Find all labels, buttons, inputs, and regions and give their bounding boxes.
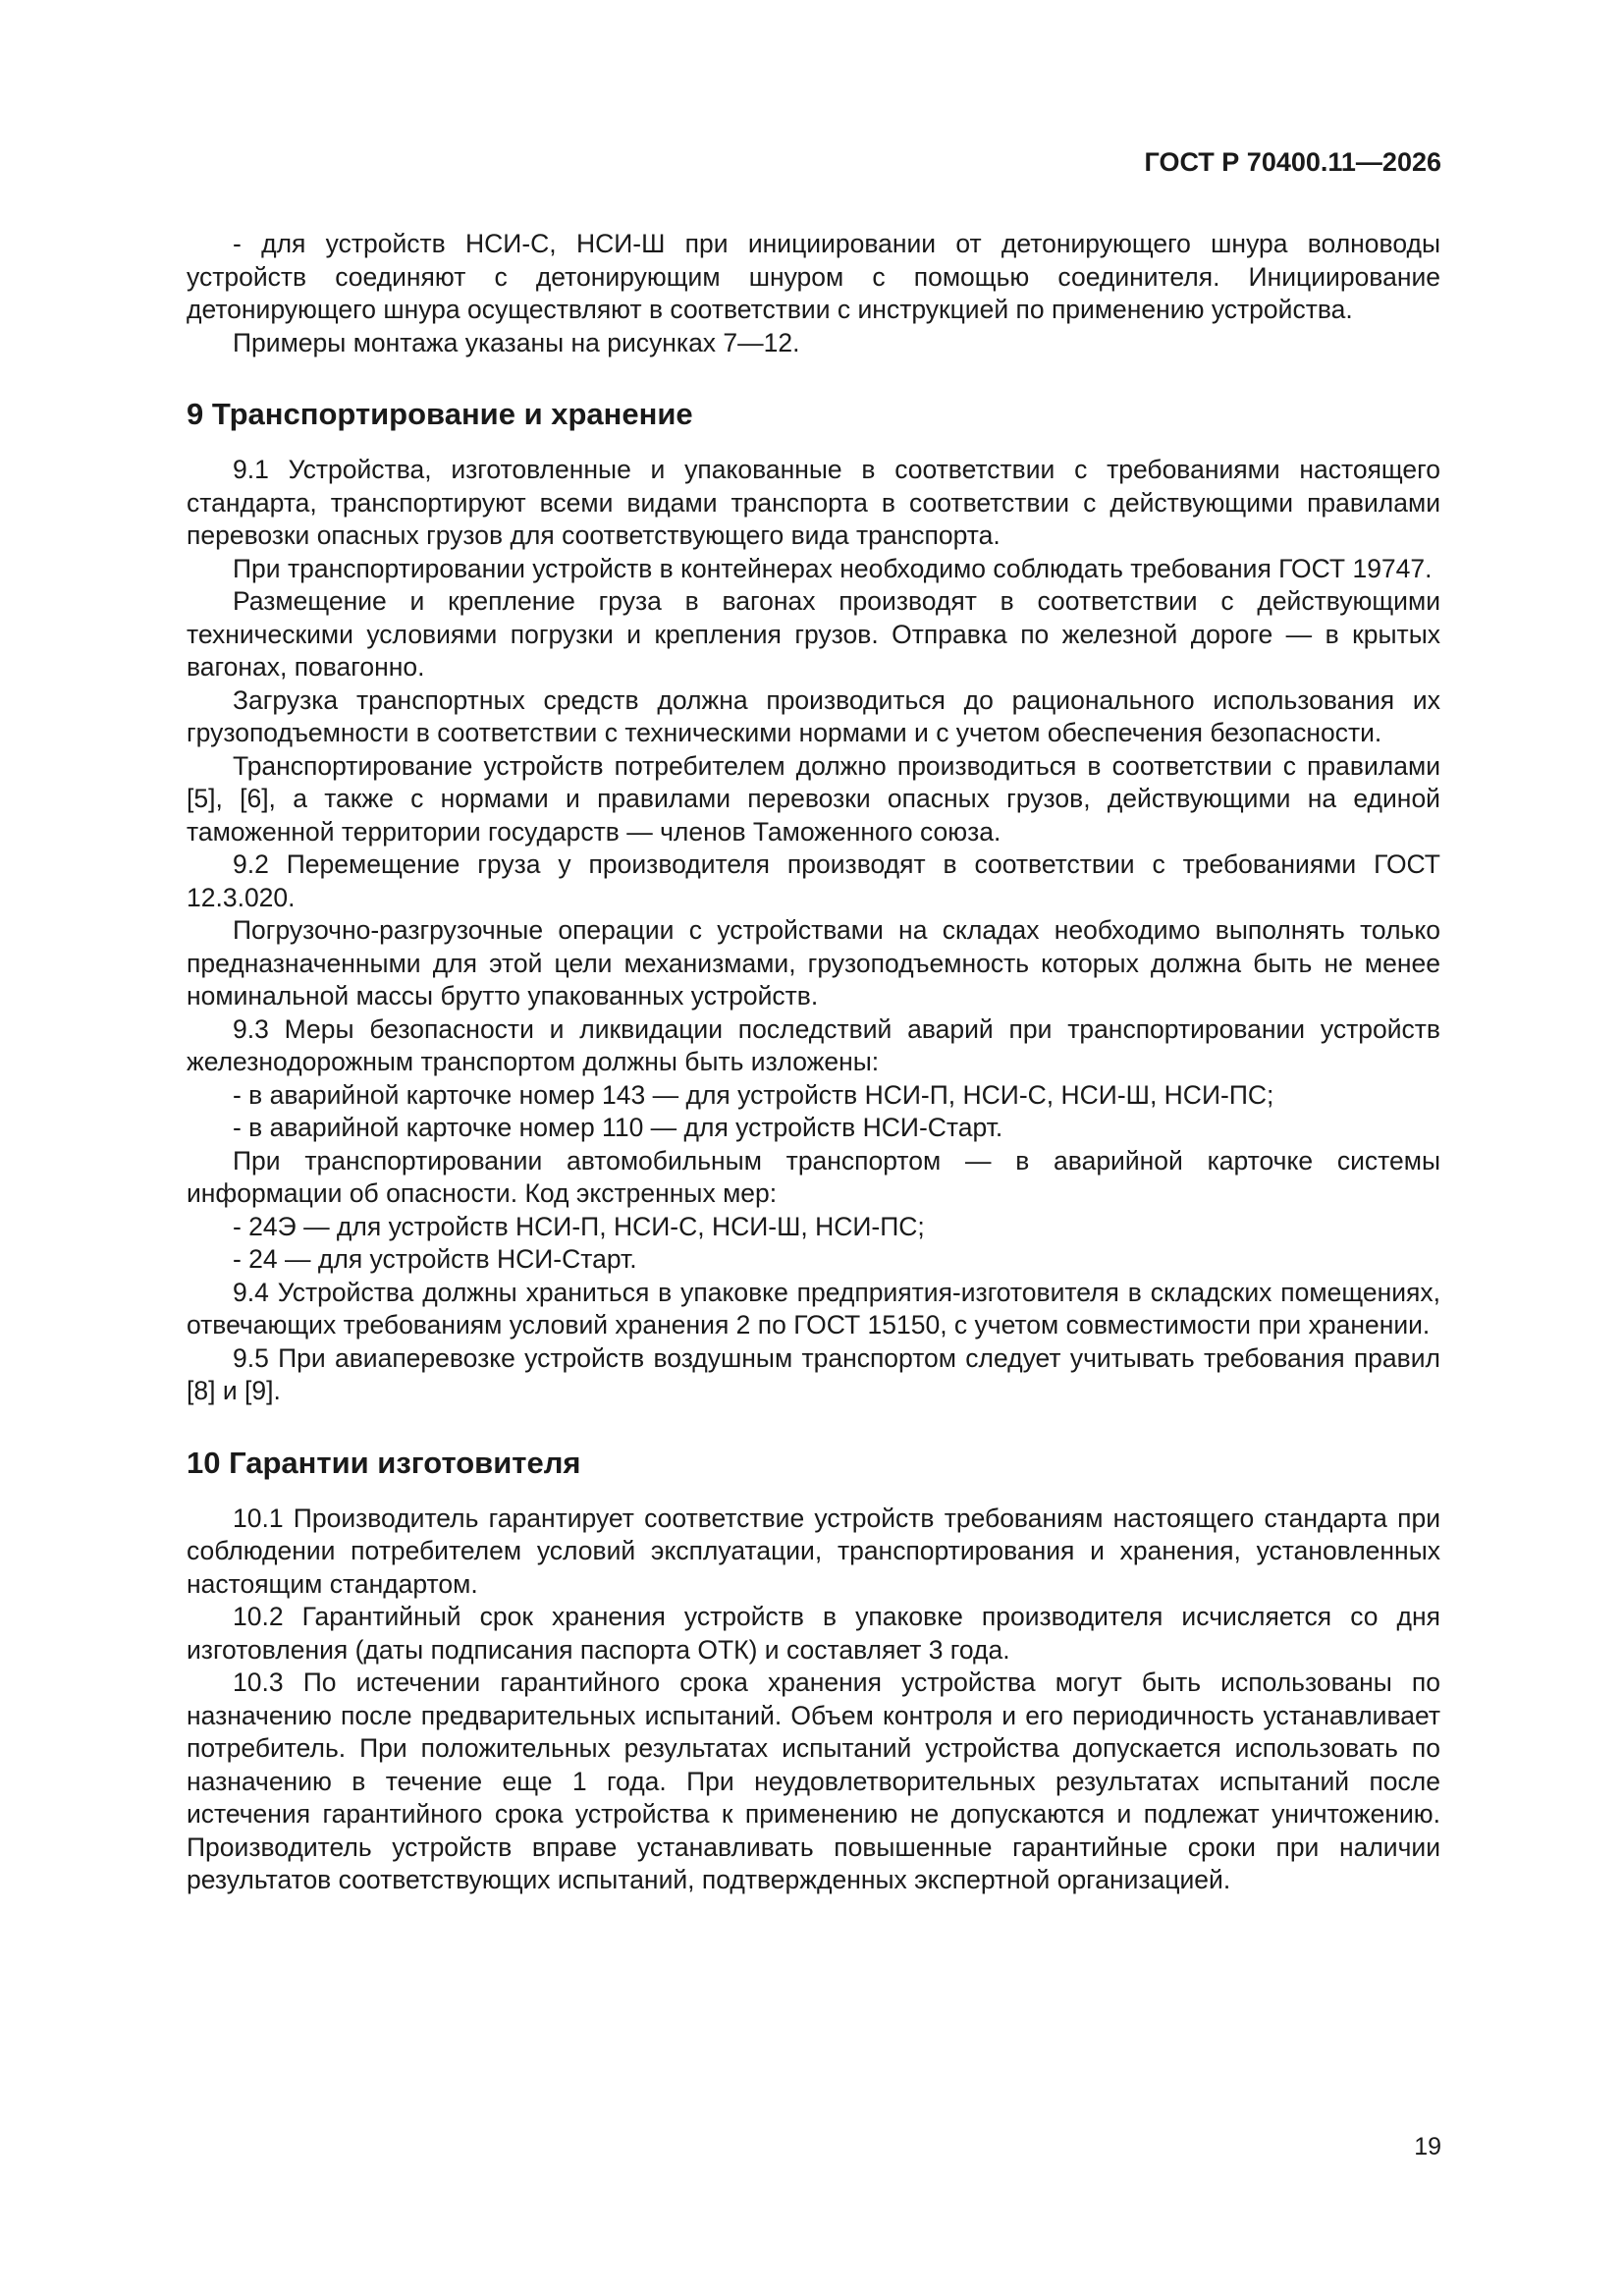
section-9-paragraph-10: 9.4 Устройства должны храниться в упаковке предприятия-изготовителя в складских помещениях, отвечающих требованиям условий хранения 2 по ГОСТ 15150, с учетом совместимости при хранении. xyxy=(187,1277,1440,1339)
section-9-paragraph-7: Погрузочно-разгрузочные операции с устройствами на складах необходимо выполнять только предназначенными для этой цели механизмами, грузоподъемность которых должна быть не менее номинальной массы брутто упакованных устройств. xyxy=(187,915,1440,1011)
section-9-paragraph-5: Транспортирование устройств потребителем должно производиться в соответствии с правилами [5], [6], а также с нормами и правилами перевозки опасных грузов, действующими на единой таможенной территории государств — членов Таможенного союза. xyxy=(187,750,1440,847)
section-9-paragraph-11: 9.5 При авиаперевозке устройств воздушным транспортом следует учитывать требования правил [8] и [9]. xyxy=(187,1342,1440,1405)
section-9-heading: 9 Транспортирование и хранение xyxy=(187,397,693,431)
intro-paragraph-1: - для устройств НСИ-С, НСИ-Ш при инициировании от детонирующего шнура волноводы устройств соединяют с детонирующим шнуром с помощью соединителя. Инициирование детонирующего шнура осуществляют в соответствии с инструкцией по применению устройства. xyxy=(187,229,1440,324)
section-10-paragraph-1: 10.1 Производитель гарантирует соответствие устройств требованиям настоящего стандарта при соблюдении потребителем условий эксплуатации, транспортирования и хранения, установленных настоящим стандартом. xyxy=(187,1503,1440,1599)
section-9-paragraph-6: 9.2 Перемещение груза у производителя производят в соответствии с требованиями ГОСТ 12.3.020. xyxy=(187,849,1440,912)
section-9-paragraph-9: При транспортировании автомобильным транспортом — в аварийной карточке системы информации об опасности. Код экстренных мер: xyxy=(187,1145,1440,1208)
standard-code-header: ГОСТ Р 70400.11—2026 xyxy=(1144,147,1441,177)
section-9-list-item-1: - в аварийной карточке номер 143 — для устройств НСИ-П, НСИ-С, НСИ-Ш, НСИ-ПС; xyxy=(233,1079,1274,1110)
section-9-list-item-4: - 24 — для устройств НСИ-Старт. xyxy=(233,1244,637,1274)
intro-paragraph-2: Примеры монтажа указаны на рисунках 7—12. xyxy=(233,327,800,357)
section-10-heading: 10 Гарантии изготовителя xyxy=(187,1445,581,1480)
section-9-paragraph-1: 9.1 Устройства, изготовленные и упакованные в соответствии с требованиями настоящего стандарта, транспортируют всеми видами транспорта в соответствии с действующими правилами перевозки опасных грузов для соответствующего вида транспорта. xyxy=(187,455,1440,550)
section-9-paragraph-3: Размещение и крепление груза в вагонах производят в соответствии с действующими техническими условиями погрузки и крепления грузов. Отправка по железной дороге — в крытых вагонах, повагонно. xyxy=(187,586,1440,682)
section-10-paragraph-3: 10.3 По истечении гарантийного срока хранения устройства могут быть использованы по назначению после предварительных испытаний. Объем контроля и его периодичность устанавливает потребитель. При положительных результатах испытаний устройства допускается использовать по назначению в течение еще 1 года. При неудовлетворительных результатах испытаний после истечения гарантийного срока устройства к применению не допускаются и подлежат уничтожению. Производитель устройств вправе устанавливать повышенные гарантийные сроки при наличии результатов соответствующих испытаний, подтвержденных экспертной организацией. xyxy=(187,1667,1440,1894)
section-9-paragraph-2: При транспортировании устройств в контейнерах необходимо соблюдать требования ГОСТ 19747. xyxy=(233,553,1433,583)
section-9-list-item-3: - 24Э — для устройств НСИ-П, НСИ-С, НСИ-Ш, НСИ-ПС; xyxy=(233,1211,925,1241)
section-10-paragraph-2: 10.2 Гарантийный срок хранения устройств в упаковке производителя исчисляется со дня изготовления (даты подписания паспорта ОТК) и составляет 3 года. xyxy=(187,1602,1440,1665)
document-body xyxy=(187,228,1440,1897)
section-9-paragraph-8: 9.3 Меры безопасности и ликвидации последствий аварий при транспортировании устройств железнодорожным транспортом должны быть изложены: xyxy=(187,1013,1440,1076)
section-9-paragraph-4: Загрузка транспортных средств должна производиться до рационального использования их грузоподъемности в соответствии с техническими нормами и с учетом обеспечения безопасности. xyxy=(187,684,1440,747)
page-number: 19 xyxy=(1414,2133,1441,2160)
section-9-list-item-2: - в аварийной карточке номер 110 — для устройств НСИ-Старт. xyxy=(233,1113,1003,1142)
